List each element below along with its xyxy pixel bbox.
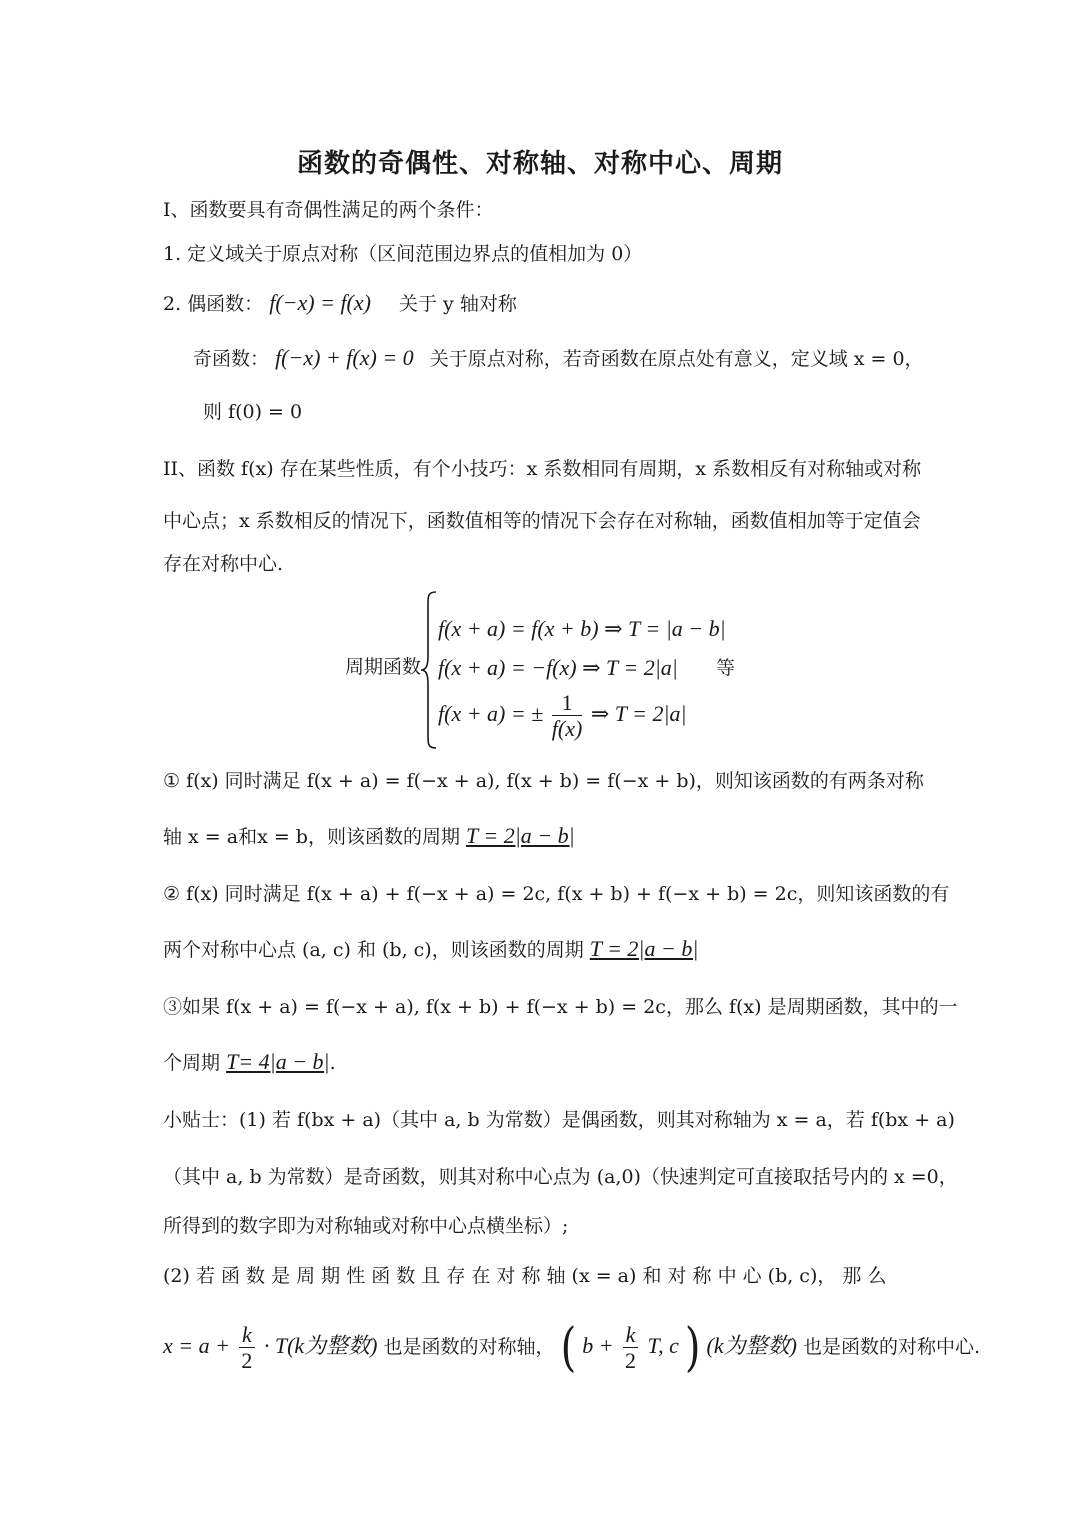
fraction-numerator: 1	[552, 690, 583, 716]
section-2-line-2: 中心点；x 系数相反的情况下，函数值相等的情况下会存在对称轴，函数值相加等于定值会	[163, 510, 921, 532]
tip-2-line-1: (2) 若 函 数 是 周 期 性 函 数 且 存 在 对 称 轴 (x = a) 和 对 称 中 心 (b, c)， 那 么	[163, 1265, 887, 1287]
odd-then: 则 f(0) = 0	[203, 401, 303, 423]
k-over-2-fraction	[239, 1322, 255, 1374]
condition-1: 1. 定义域关于原点对称（区间范围边界点的值相加为 0）	[163, 243, 643, 265]
two-denominator-2: 2	[625, 1348, 637, 1374]
period-case-3-right: ⇒ T = 2|a|	[590, 700, 687, 726]
rule-2-text: 两个对称中心点 (a, c) 和 (b, c)，则该函数的周期	[163, 939, 584, 961]
center-text: 也是函数的对称中心.	[803, 1335, 981, 1358]
condition-2-odd	[193, 345, 924, 371]
page-title: 函数的奇偶性、对称轴、对称中心、周期	[296, 149, 783, 179]
k-numerator: k	[239, 1322, 255, 1348]
tip-1-line-1: 小贴士：(1) 若 f(bx + a)（其中 a, b 为常数）是偶函数，则其对称轴为 x = a，若 f(bx + a)	[163, 1109, 955, 1131]
condition-2-even	[163, 290, 517, 316]
tip-1-line-3: 所得到的数字即为对称轴或对称中心点横坐标）;	[163, 1215, 569, 1237]
rule-3-line-1: ③如果 f(x + a) = f(−x + a), f(x + b) + f(−x + b) = 2c，那么 f(x) 是周期函数，其中的一	[163, 996, 958, 1018]
axis-formula-right: · T(k为整数)	[263, 1332, 378, 1358]
period-case-3-left: f(x + a) = ±	[438, 700, 544, 726]
odd-note: 关于原点对称，若奇函数在原点处有意义，定义域 x = 0，	[429, 348, 924, 370]
rule-3-text: 个周期	[163, 1052, 221, 1074]
rule-2-line-1: ② f(x) 同时满足 f(x + a) + f(−x + a) = 2c, f(x + b) + f(−x + b) = 2c，则知该函数的有	[163, 883, 950, 905]
reciprocal-fraction	[552, 690, 583, 742]
axis-text: 也是函数的对称轴，	[383, 1335, 555, 1358]
section-2-line-3: 存在对称中心.	[163, 553, 284, 575]
right-paren-icon: )	[684, 1317, 701, 1378]
section-1-heading: I、函数要具有奇偶性满足的两个条件：	[163, 199, 494, 221]
even-formula: f(−x) = f(x)	[269, 290, 371, 315]
tip-1-line-2: （其中 a, b 为常数）是奇函数，则其对称中心点为 (a,0)（快速判定可直接取括号内的 x =0，	[163, 1166, 958, 1188]
tip-2-line-2	[163, 1317, 981, 1378]
fraction-denominator: f(x)	[551, 716, 583, 742]
period-case-3	[438, 690, 687, 742]
left-paren-icon: (	[560, 1317, 577, 1378]
period-case-2: f(x + a) = −f(x) ⇒ T = 2|a|	[438, 655, 678, 680]
rule-3-line-2	[163, 1049, 336, 1075]
rule-1-line-2	[163, 823, 575, 849]
left-brace-icon	[420, 590, 438, 750]
etc-label: 等	[716, 657, 736, 679]
center-formula-right: T, c	[647, 1332, 679, 1358]
rule-3-dot: .	[329, 1052, 336, 1074]
rule-1-line-1: ① f(x) 同时满足 f(x + a) = f(−x + a), f(x + b) = f(−x + b)，则知该函数的有两条对称	[163, 770, 924, 792]
rule-3-period: T= 4|a − b|	[226, 1049, 330, 1074]
center-formula-tail: (k为整数)	[706, 1332, 797, 1358]
k-over-2-fraction-2	[623, 1322, 639, 1374]
odd-label: 奇函数：	[193, 348, 270, 370]
rule-2-period: T = 2|a − b|	[589, 936, 699, 961]
even-label: 2. 偶函数：	[163, 293, 264, 315]
even-note: 关于 y 轴对称	[399, 293, 517, 315]
k-numerator-2: k	[623, 1322, 639, 1348]
odd-formula: f(−x) + f(x) = 0	[275, 345, 414, 370]
two-denominator: 2	[241, 1348, 253, 1374]
rule-1-text: 轴 x = a和x = b，则该函数的周期	[163, 826, 460, 848]
period-case-1: f(x + a) = f(x + b) ⇒ T = |a − b|	[438, 616, 726, 641]
rule-2-line-2	[163, 936, 698, 962]
center-formula-left: b +	[582, 1332, 614, 1358]
period-function-label: 周期函数	[345, 656, 422, 678]
axis-formula-left: x = a +	[163, 1332, 230, 1358]
section-2-line-1: II、函数 f(x) 存在某些性质，有个小技巧：x 系数相同有周期，x 系数相反有对称轴或对称	[163, 458, 922, 480]
rule-1-period: T = 2|a − b|	[466, 823, 575, 848]
